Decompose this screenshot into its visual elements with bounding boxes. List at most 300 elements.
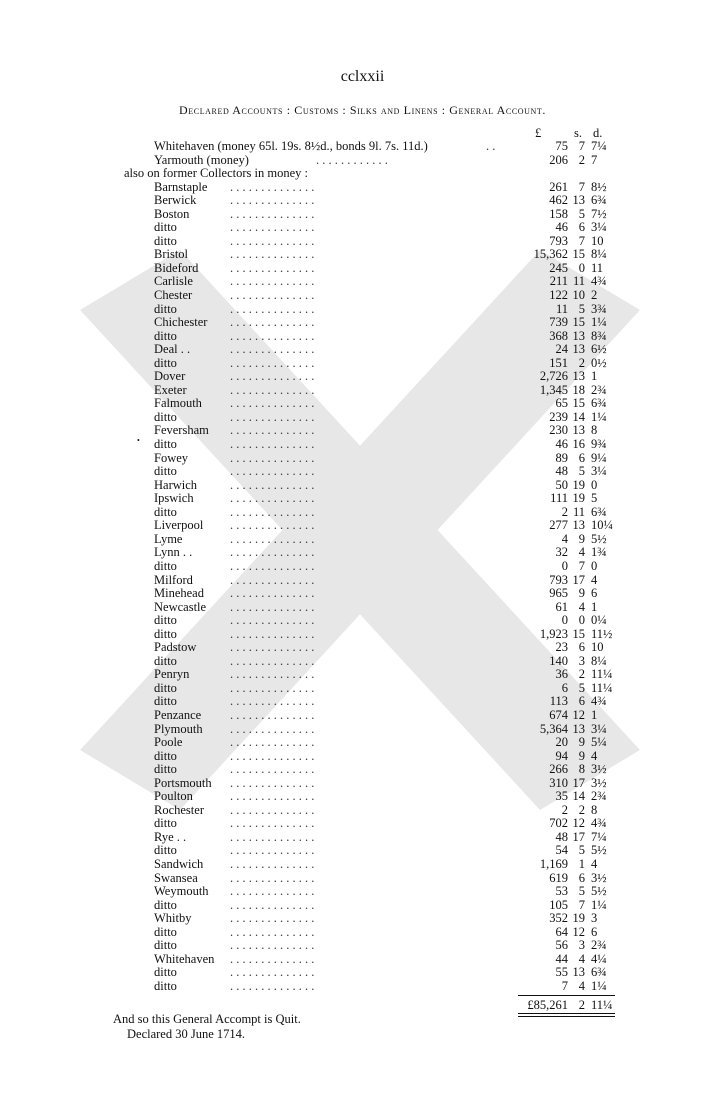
row-pounds: 32 [555, 545, 568, 560]
row-shillings: 19 [572, 491, 585, 506]
row-pounds: 1,345 [539, 382, 568, 397]
row-pence: 4 [591, 572, 598, 587]
row-leader-dots: . . . . . . . . . . . . . . [230, 492, 315, 506]
row-leader-dots: . . . . . . . . . . . . . . [230, 966, 315, 980]
table-row [0, 682, 725, 696]
table-row [0, 330, 725, 344]
row-place: ditto [154, 613, 177, 628]
row-leader-dots: . . . . . . . . . . . . . . [230, 708, 315, 722]
row-pence: 2¾ [591, 382, 607, 397]
row-shillings: 5 [578, 464, 585, 479]
table-row [0, 750, 725, 764]
row-shillings: 15 [572, 247, 585, 262]
row-place: Exeter [154, 382, 187, 397]
table-row [0, 926, 725, 940]
row-leader-dots: . . . . . . . . . . . . . . [230, 654, 315, 668]
row-place: ditto [154, 233, 177, 248]
row-place: ditto [154, 924, 177, 939]
row-place: Sandwich [154, 856, 204, 871]
row-pounds: 140 [549, 653, 568, 668]
row-place: Minehead [154, 586, 204, 601]
row-pence: 9¼ [591, 450, 607, 465]
row-leader-dots: . . . . . . . . . . . . . . [230, 627, 315, 641]
row-pounds: 0 [561, 613, 568, 628]
table-row [0, 695, 725, 709]
row-pence: 8¼ [591, 653, 607, 668]
row-place: Boston [154, 206, 190, 221]
row-leader-dots: . . . . . . . . . . . . . . [230, 370, 315, 384]
row-shillings: 5 [578, 680, 585, 695]
row-place: ditto [154, 558, 177, 573]
row-pounds: 53 [555, 884, 568, 899]
row-pounds: 15,362 [533, 247, 568, 262]
row-shillings: 19 [572, 911, 585, 926]
row-pounds: 4 [561, 531, 568, 546]
row-pence: 6 [591, 924, 598, 939]
row-shillings: 12 [572, 816, 585, 831]
table-row [0, 465, 725, 479]
row-leader-dots: . . . . . . . . . . . . . . [230, 695, 315, 709]
row-pounds: 1,923 [539, 626, 568, 641]
row-leader-dots: . . . . . . . . . . . . . . [230, 912, 315, 926]
row-place: Poole [154, 735, 183, 750]
row-shillings: 16 [572, 437, 585, 452]
page-number: cclxxii [340, 68, 385, 85]
closing-line-1: And so this General Accompt is Quit. [113, 1012, 301, 1026]
row-pounds: 122 [549, 288, 568, 303]
table-row [0, 574, 725, 588]
row-place: ditto [154, 653, 177, 668]
table-row [0, 858, 725, 872]
row-pence: 5½ [591, 843, 607, 858]
row-leader-dots: . . . . . . . . . . . . . . [230, 776, 315, 790]
row-pounds: 64 [555, 924, 568, 939]
table-row [0, 899, 725, 913]
row-leader-dots: . . . . . . . . . . . . [316, 153, 388, 167]
table-row [0, 519, 725, 533]
table-row [0, 736, 725, 750]
table-row [0, 397, 725, 411]
row-pence: 10¼ [591, 518, 613, 533]
row-pounds: 89 [555, 450, 568, 465]
row-shillings: 4 [578, 545, 585, 560]
row-shillings: 18 [572, 382, 585, 397]
row-leader-dots: . . . . . . . . . . . . . . [230, 248, 315, 262]
row-shillings: 12 [572, 924, 585, 939]
table-row [0, 303, 725, 317]
row-place: Chester [154, 288, 193, 303]
row-leader-dots: . . . . . . . . . . . . . . [230, 519, 315, 533]
row-leader-dots: . . . . . . . . . . . . . . [230, 614, 315, 628]
row-pence: 5½ [591, 531, 607, 546]
row-pence: 7 [591, 152, 598, 167]
row-pounds: 48 [555, 464, 568, 479]
row-place: Rochester [154, 802, 204, 817]
row-pounds: 0 [561, 558, 568, 573]
row-pence: 3 [591, 911, 598, 926]
table-row [0, 777, 725, 791]
row-pounds: 20 [555, 735, 568, 750]
row-pounds: 44 [555, 951, 568, 966]
table-row [0, 262, 725, 276]
row-pence: 2¾ [591, 938, 607, 953]
table-row [0, 316, 725, 330]
row-pence: 3½ [591, 870, 607, 885]
row-leader-dots: . . . . . . . . . . . . . . [230, 383, 315, 397]
row-pence: 8 [591, 423, 598, 438]
row-shillings: 9 [578, 735, 585, 750]
row-pence: 0 [591, 477, 598, 492]
row-shillings: 6 [578, 694, 585, 709]
table-row [0, 587, 725, 601]
row-pounds: 50 [555, 477, 568, 492]
row-pence: 1¼ [591, 409, 607, 424]
row-place: ditto [154, 409, 177, 424]
row-place: Poulton [154, 789, 193, 804]
row-place: Whitby [154, 911, 192, 926]
table-row [0, 790, 725, 804]
row-leader-dots: . . . . . . . . . . . . . . [230, 261, 315, 275]
row-pence: 1¾ [591, 545, 607, 560]
table-row [0, 601, 725, 615]
row-shillings: 9 [578, 586, 585, 601]
row-place: Milford [154, 572, 193, 587]
row-leader-dots: . . . . . . . . . . . . . . [230, 573, 315, 587]
row-shillings: 10 [572, 288, 585, 303]
row-pence: 6½ [591, 342, 607, 357]
row-pounds: 2 [561, 802, 568, 817]
row-shillings: 13 [572, 193, 585, 208]
row-leader-dots: . . . . . . . . . . . . . . [230, 925, 315, 939]
row-pence: 4 [591, 748, 598, 763]
row-shillings: 11 [572, 504, 585, 519]
row-place: ditto [154, 355, 177, 370]
row-pounds: 48 [555, 829, 568, 844]
table-row [0, 154, 725, 168]
row-place: Whitehaven (money 65l. 19s. 8½d., bonds 9l. 7s. 11d.) [154, 139, 428, 153]
row-leader-dots: . . . . . . . . . . . . . . [230, 817, 315, 831]
table-row [0, 343, 725, 357]
row-place: ditto [154, 694, 177, 709]
row-shillings: 5 [578, 206, 585, 221]
row-leader-dots: . . . . . . . . . . . . . . [230, 790, 315, 804]
row-pounds: 54 [555, 843, 568, 858]
row-leader-dots: . . . . . . . . . . . . . . [230, 180, 315, 194]
row-place: ditto [154, 938, 177, 953]
row-pounds: 277 [549, 518, 568, 533]
row-shillings: 13 [572, 328, 585, 343]
row-pence: 11¼ [591, 680, 613, 695]
row-pounds: 239 [549, 409, 568, 424]
table-row [0, 357, 725, 371]
row-place: Swansea [154, 870, 198, 885]
row-shillings: 2 [578, 152, 585, 167]
row-pence: 5½ [591, 884, 607, 899]
row-pounds: 2 [561, 504, 568, 519]
row-leader-dots: . . . . . . . . . . . . . . [230, 329, 315, 343]
row-pence: 7½ [591, 206, 607, 221]
row-shillings: 7 [578, 139, 585, 153]
table-row [0, 655, 725, 669]
table-row [0, 763, 725, 777]
row-place: ditto [154, 437, 177, 452]
row-shillings: 17 [572, 829, 585, 844]
table-row [0, 844, 725, 858]
row-pence: 4 [591, 856, 598, 871]
row-pounds: 61 [555, 599, 568, 614]
row-place: Falmouth [154, 396, 202, 411]
row-leader-dots: . . . . . . . . . . . . . . [230, 410, 315, 424]
row-place: ditto [154, 748, 177, 763]
table-row [0, 533, 725, 547]
row-pounds: 56 [555, 938, 568, 953]
row-leader-dots: . . . . . . . . . . . . . . [230, 546, 315, 560]
table-row [0, 140, 725, 154]
row-pounds: 46 [555, 437, 568, 452]
row-pounds: 1,169 [539, 856, 568, 871]
table-row [0, 560, 725, 574]
row-pence: 9¾ [591, 437, 607, 452]
row-leader-dots: . . . . . . . . . . . . . . [230, 438, 315, 452]
row-leader-dots: . . . . . . . . . . . . . . [230, 803, 315, 817]
row-place: Carlisle [154, 274, 193, 289]
row-shillings: 6 [578, 450, 585, 465]
row-place: ditto [154, 626, 177, 641]
row-shillings: 6 [578, 220, 585, 235]
row-pence: 4¾ [591, 274, 607, 289]
row-pounds: 619 [549, 870, 568, 885]
row-pence: 1¼ [591, 897, 607, 912]
table-row [0, 817, 725, 831]
row-pence: 7¼ [591, 139, 607, 153]
row-place: ditto [154, 328, 177, 343]
row-pence: 1¼ [591, 978, 607, 993]
row-leader-dots: . . . . . . . . . . . . . . [230, 275, 315, 289]
row-leader-dots: . . . . . . . . . . . . . . [230, 465, 315, 479]
table-row [0, 966, 725, 980]
row-pence: 3¼ [591, 464, 607, 479]
row-pence: 6¾ [591, 504, 607, 519]
row-pence: 0 [591, 558, 598, 573]
row-pounds: 35 [555, 789, 568, 804]
row-shillings: 2 [578, 802, 585, 817]
table-row [0, 411, 725, 425]
row-leader-dots: . . . . . . . . . . . . . . [230, 857, 315, 871]
row-pounds: 368 [549, 328, 568, 343]
row-pence: 3¾ [591, 301, 607, 316]
row-pounds: 75 [555, 139, 568, 153]
row-leader-dots: . . [486, 140, 496, 153]
row-place: Lyme [154, 531, 183, 546]
table-row [0, 831, 725, 845]
table-row [0, 181, 725, 195]
row-shillings: 9 [578, 748, 585, 763]
row-place: Penzance [154, 707, 202, 722]
row-shillings: 9 [578, 531, 585, 546]
row-shillings: 7 [578, 179, 585, 194]
row-pounds: 739 [549, 315, 568, 330]
row-place: ditto [154, 843, 177, 858]
table-row [0, 221, 725, 235]
row-pence: 11¼ [591, 667, 613, 682]
row-leader-dots: . . . . . . . . . . . . . . [230, 505, 315, 519]
row-leader-dots: . . . . . . . . . . . . . . [230, 478, 315, 492]
stray-mark: • [137, 436, 140, 445]
row-pence: 1 [591, 369, 598, 384]
row-place: Whitehaven [154, 951, 215, 966]
row-pounds: 113 [549, 694, 568, 709]
row-place: Feversham [154, 423, 209, 438]
row-leader-dots: . . . . . . . . . . . . . . [230, 641, 315, 655]
row-leader-dots: . . . . . . . . . . . . . . [230, 668, 315, 682]
row-place: Yarmouth (money) [154, 152, 249, 167]
table-row [0, 194, 725, 208]
row-shillings: 13 [572, 721, 585, 736]
row-leader-dots: . . . . . . . . . . . . . . [230, 885, 315, 899]
row-place: also on former Collectors in money : [124, 166, 308, 181]
row-pounds: 793 [549, 572, 568, 587]
total-rule-top [518, 995, 615, 996]
row-leader-dots: . . . . . . . . . . . . . . [230, 302, 315, 316]
row-shillings: 5 [578, 301, 585, 316]
row-shillings: 15 [572, 396, 585, 411]
row-place: Bideford [154, 260, 199, 275]
row-shillings: 6 [578, 870, 585, 885]
row-place: ditto [154, 978, 177, 993]
row-place: Fowey [154, 450, 189, 465]
row-pounds: 94 [555, 748, 568, 763]
row-place: Liverpool [154, 518, 204, 533]
row-pence: 4¼ [591, 951, 607, 966]
row-pence: 3½ [591, 775, 607, 790]
table-row [0, 953, 725, 967]
row-pence: 3¼ [591, 721, 607, 736]
row-shillings: 3 [578, 938, 585, 953]
row-leader-dots: . . . . . . . . . . . . . . [230, 830, 315, 844]
row-shillings: 0 [578, 613, 585, 628]
row-pounds: 11 [555, 301, 568, 316]
row-pounds: 245 [549, 260, 568, 275]
row-place: ditto [154, 680, 177, 695]
table-row [0, 438, 725, 452]
total-rule-bottom [518, 1013, 615, 1014]
table-row [0, 668, 725, 682]
table-row [0, 208, 725, 222]
row-shillings: 13 [572, 369, 585, 384]
row-shillings: 4 [578, 978, 585, 993]
row-pounds: 462 [549, 193, 568, 208]
table-row [0, 235, 725, 249]
table-row [0, 980, 725, 994]
closing-line-2: Declared 30 June 1714. [127, 1027, 246, 1041]
table-row [0, 384, 725, 398]
table-row [0, 804, 725, 818]
row-pounds: 65 [555, 396, 568, 411]
row-pounds: 793 [549, 233, 568, 248]
row-pounds: 7 [561, 978, 568, 993]
row-leader-dots: . . . . . . . . . . . . . . [230, 871, 315, 885]
row-pence: 4¾ [591, 816, 607, 831]
row-place: ditto [154, 965, 177, 980]
row-pence: 8¾ [591, 328, 607, 343]
page-heading: Declared Accounts : Customs : Silks and Linens : General Account. [179, 103, 546, 117]
row-shillings: 5 [578, 884, 585, 899]
row-leader-dots: . . . . . . . . . . . . . . [230, 722, 315, 736]
row-shillings: 4 [578, 951, 585, 966]
row-pence: 0¼ [591, 613, 607, 628]
row-place: Ipswich [154, 491, 194, 506]
row-leader-dots: . . . . . . . . . . . . . . [230, 451, 315, 465]
row-place: Lynn . . [154, 545, 193, 560]
table-row [0, 709, 725, 723]
row-place: ditto [154, 464, 177, 479]
row-leader-dots: . . . . . . . . . . . . . . [230, 234, 315, 248]
row-place: Dover [154, 369, 186, 384]
row-leader-dots: . . . . . . . . . . . . . . [230, 207, 315, 221]
row-pence: 3¼ [591, 220, 607, 235]
shillings-column-header: s. [574, 126, 582, 140]
row-pence: 5¼ [591, 735, 607, 750]
row-leader-dots: . . . . . . . . . . . . . . [230, 587, 315, 601]
row-place: ditto [154, 762, 177, 777]
row-shillings: 19 [572, 477, 585, 492]
row-leader-dots: . . . . . . . . . . . . . . [230, 844, 315, 858]
row-pence: 10 [591, 233, 604, 248]
table-row [0, 289, 725, 303]
row-place: Penryn [154, 667, 190, 682]
table-row [0, 167, 725, 181]
row-pence: 1 [591, 599, 598, 614]
row-place: Chichester [154, 315, 208, 330]
table-row [0, 506, 725, 520]
row-pounds: 46 [555, 220, 568, 235]
row-pence: 11½ [591, 626, 613, 641]
account-rows [0, 140, 725, 993]
row-pounds: 266 [549, 762, 568, 777]
row-pounds: 206 [549, 152, 568, 167]
row-pence: 0½ [591, 355, 607, 370]
row-place: Rye . . [154, 829, 187, 844]
table-row [0, 939, 725, 953]
row-leader-dots: . . . . . . . . . . . . . . [230, 763, 315, 777]
row-place: ditto [154, 504, 177, 519]
row-pence: 2¾ [591, 789, 607, 804]
row-shillings: 5 [578, 843, 585, 858]
row-pounds: 261 [549, 179, 568, 194]
row-place: Portsmouth [154, 775, 212, 790]
row-shillings: 0 [578, 260, 585, 275]
row-pounds: 105 [549, 897, 568, 912]
row-leader-dots: . . . . . . . . . . . . . . [230, 221, 315, 235]
row-pounds: 55 [555, 965, 568, 980]
row-place: Bristol [154, 247, 189, 262]
row-shillings: 13 [572, 965, 585, 980]
row-pounds: 111 [550, 491, 568, 506]
row-leader-dots: . . . . . . . . . . . . . . [230, 397, 315, 411]
row-shillings: 15 [572, 626, 585, 641]
row-pounds: 36 [555, 667, 568, 682]
row-place: ditto [154, 897, 177, 912]
row-pence: 11 [591, 260, 604, 275]
table-row [0, 546, 725, 560]
table-row [0, 872, 725, 886]
row-pounds: 674 [549, 707, 568, 722]
row-pence: 6¾ [591, 965, 607, 980]
pence-column-header: d. [593, 126, 603, 140]
row-shillings: 7 [578, 897, 585, 912]
row-pounds: 6 [561, 680, 568, 695]
total-rule-double [518, 1016, 615, 1017]
